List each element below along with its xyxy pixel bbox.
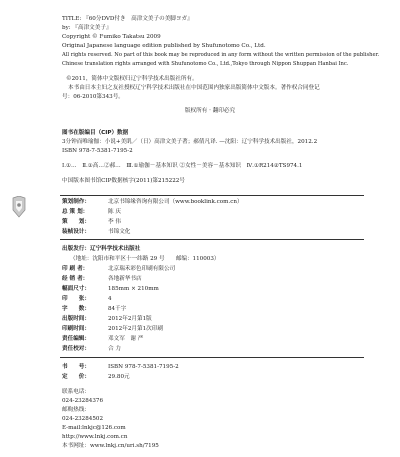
word-count — [62, 306, 126, 313]
distributor-value: 各地新华书店 — [108, 276, 142, 282]
contact-tel: 024-23284376 — [62, 398, 104, 404]
copyright-author: by: 『高津文美子』 — [62, 25, 112, 31]
cip-classification: Ⅰ.①… Ⅱ.①高…②郝… Ⅲ.①瑜伽－基本知识 ②女性－美容－基本知识 Ⅳ.①R214②TS974.1 — [62, 163, 303, 169]
responsible-editor-value: 邓文军 谢 严 — [108, 336, 144, 342]
credit-planner-label: 策划制作： — [62, 199, 90, 205]
credit-edit-value: 李 伟 — [108, 219, 121, 225]
print-date-label: 印刷时间： — [62, 326, 90, 332]
printer — [62, 266, 175, 273]
printer-label: 印 刷 者： — [62, 266, 89, 272]
print-sheets-label: 印 张： — [62, 296, 90, 302]
printer-value: 北京瑞禾彩色印刷有限公司 — [108, 266, 176, 272]
credit-planner-value: 北京书锦缘咨询有限公司（www.booklink.com.cn） — [108, 199, 243, 205]
publisher-logo-icon — [10, 196, 28, 218]
credit-planner — [62, 199, 243, 206]
copyright-title: TITLE: 『60分DVD付き 高津文美子の美脚ヨガ』 — [62, 16, 193, 22]
book-url — [62, 443, 159, 450]
page-size-label: 幅面尺寸： — [62, 286, 90, 292]
copyright-chinese-rights: Chinese translation rights arranged with Shufunotomo Co., Ltd.,Tokyo through Nippon Shuppan Hanbai Inc. — [62, 61, 349, 67]
book-url-label: 本书网址： — [62, 443, 90, 449]
credit-design — [62, 229, 130, 236]
publish-date-value: 2012年2月第1版 — [108, 316, 152, 322]
copyright-cn-line3: 号：06-2010第343号。 — [62, 94, 124, 100]
publish-date — [62, 316, 152, 323]
book-price — [62, 374, 130, 381]
distributor — [62, 276, 142, 283]
print-sheets — [62, 296, 112, 303]
proofreader — [62, 346, 121, 353]
responsible-editor-label: 责任编辑： — [62, 336, 90, 342]
print-date-value: 2012年2月第1次印刷 — [108, 326, 163, 332]
book-isbn-value: ISBN 978-7-5381-7195-2 — [108, 364, 179, 370]
cip-number: 中国版本图书馆CIP数据核字(2011)第215222号 — [62, 178, 185, 184]
book-url-value: www.lnkj.cn/uri.sh/7195 — [89, 443, 159, 449]
word-count-value: 84千字 — [108, 306, 127, 312]
credit-edit-label: 策 划： — [62, 219, 90, 225]
print-date — [62, 326, 163, 333]
credit-director — [62, 209, 121, 216]
rights-reserved: 版权所有 · 翻印必究 — [184, 108, 236, 114]
contact-mail: 024-23284502 — [62, 416, 104, 422]
page-size-value: 185mm × 210mm — [108, 286, 159, 292]
copyright-original: Original Japanese language edition published by Shufunotomo Co., Ltd. — [62, 43, 266, 49]
cip-title: 图书在版编目（CIP）数据 — [62, 130, 129, 136]
copyright-cn-line2: 本书由日本主妇之友社授权辽宁科学技术出版社在中国范围内独家出版简体中文版本。著作权合同登记 — [68, 85, 320, 91]
copyright-notice: Copyright © Fumiko Takatsu 2009 — [62, 34, 161, 40]
book-isbn — [62, 364, 179, 371]
print-sheets-value: 4 — [108, 296, 112, 302]
distributor-label: 经 销 者： — [62, 276, 89, 282]
word-count-label: 字 数： — [62, 306, 90, 312]
credit-director-label: 总 策 划： — [62, 209, 89, 215]
book-isbn-label: 书 号： — [62, 364, 90, 370]
book-price-label: 定 价： — [62, 374, 90, 380]
cip-isbn: ISBN 978-7-5381-7195-2 — [62, 148, 133, 154]
proofreader-label: 责任校对： — [62, 346, 90, 352]
divider-bottom — [60, 357, 364, 358]
copyright-rights: All rights reserved. No part of this book may be reproduced in any form without the written permission of the publisher. — [62, 52, 380, 58]
credit-design-label: 装帧设计： — [62, 229, 90, 235]
copyright-cn-line1: ©2011，简体中文版权归辽宁科学技术出版社所有。 — [66, 76, 198, 82]
contact-email: E-mail:lnkjc@126.com — [62, 425, 126, 431]
responsible-editor — [62, 336, 143, 343]
book-price-value: 29.80元 — [108, 374, 130, 380]
cip-line1: 3分钟而唯瑜伽：小说+美肌／（日）高津文美子著；郝倩凡译. —沈阳：辽宁科学技术出版社，2012.2 — [62, 139, 318, 145]
credit-design-value: 书锦文化 — [108, 229, 131, 235]
credit-director-value: 陈 庆 — [108, 209, 121, 215]
contact-website: http://www.lnkj.com.cn — [62, 434, 128, 440]
publisher-address: （地址：沈阳市和平区十一纬路 29 号 邮编：110003） — [70, 256, 220, 262]
contact-tel-label: 联系电话： — [62, 389, 90, 395]
divider-top — [60, 195, 364, 196]
publisher: 出版发行：辽宁科学技术出版社 — [62, 246, 141, 252]
credit-edit — [62, 219, 121, 226]
publish-date-label: 出版时间： — [62, 316, 90, 322]
proofreader-value: 合 力 — [108, 346, 121, 352]
contact-mail-label: 邮购热线： — [62, 407, 90, 413]
divider-mid — [60, 239, 364, 240]
page-size — [62, 286, 159, 293]
